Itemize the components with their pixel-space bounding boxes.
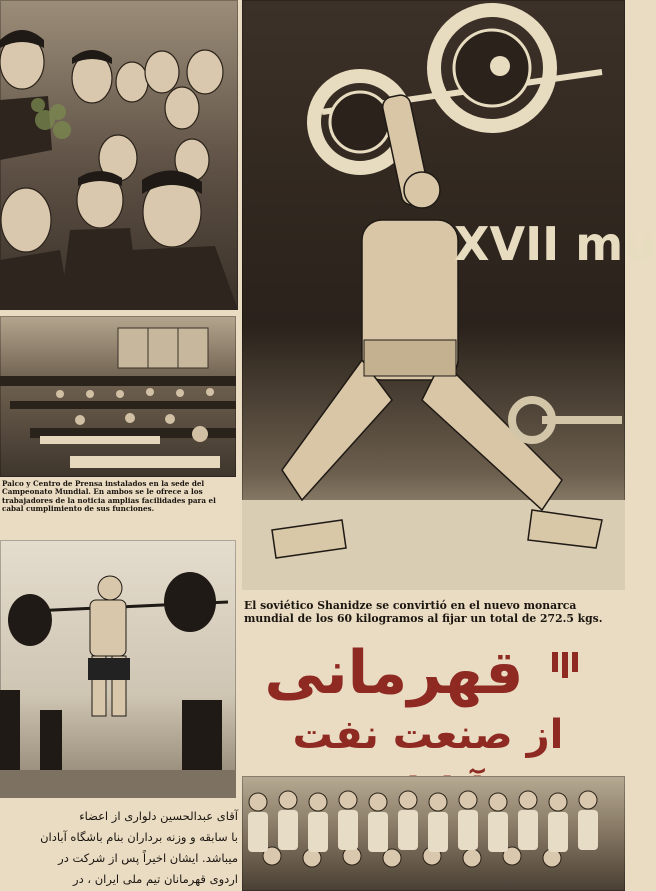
press-hall-photo (0, 316, 236, 477)
team-photo (242, 776, 625, 891)
press-hall-scene (0, 316, 236, 477)
championship-banner-text: XVII mu (454, 217, 656, 271)
headline-subtitle: از صنعت نفت (292, 712, 564, 758)
lifter-caption: El soviético Shanidze se convirtió en el nuevo monarca mundial de los 60 kilogramos al fijar un total de 272.5 kgs. (244, 599, 603, 625)
group-photo-celebration (0, 0, 238, 310)
article-line: با سابقه و وزنه برداران بنام باشگاه آبادان (40, 830, 238, 844)
article-line: آقای عبدالحسین دلواری از اعضاء (79, 809, 238, 823)
press-caption: Palco y Centro de Prensa instalados en la sede del Campeonato Mundial. En ambos se le ofrece a los trabajadores de la noticia amplias facilidades para el cabal cumplimiento de sus funciones. (2, 479, 216, 514)
article-line: میباشد. ایشان اخیراً پس از شرکت در (58, 851, 238, 865)
lifter-main-scene (242, 0, 656, 590)
lifter-small-scene (0, 540, 236, 798)
lifter-photo-main (242, 0, 656, 590)
headline-title: قهرمانی (264, 638, 524, 708)
group-photo-figures (0, 0, 238, 310)
article-line: اردوی قهرمانان تیم ملی ایران ، در (73, 872, 238, 886)
lifter-photo-small (0, 540, 236, 798)
article-body (0, 806, 238, 891)
logo-icon (548, 650, 582, 680)
team-photo-figures (242, 776, 625, 891)
